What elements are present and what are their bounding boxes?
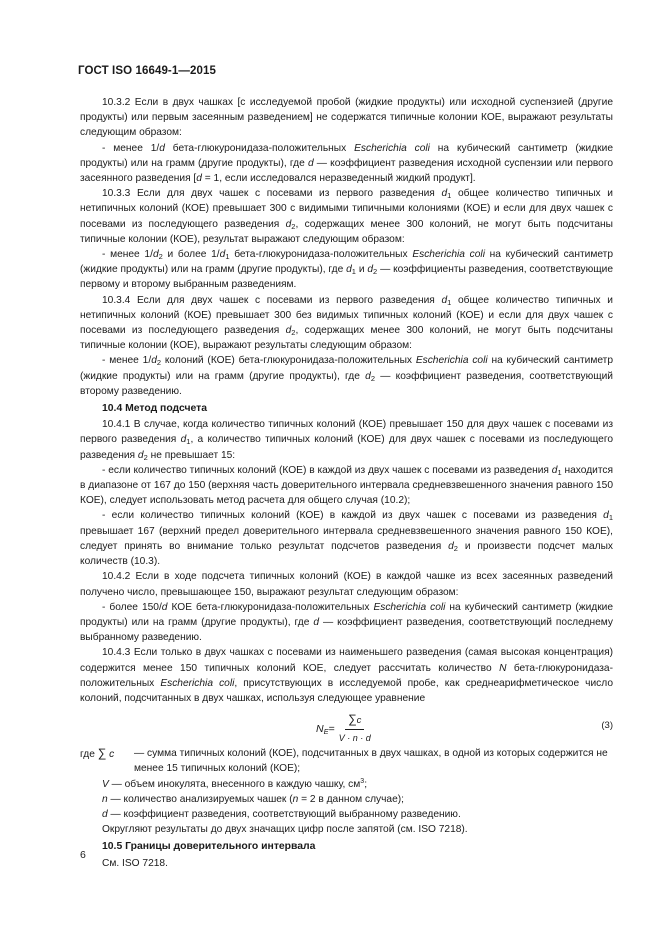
section-heading-10-4: 10.4 Метод подсчета: [102, 403, 208, 415]
clause-10-3-2-item: - менее 1/d бета-глюкуронидаза-положительных Escherichia coli на кубический сантиметр (жидкие продукты) или на грамм (другие продукты), где d — коэффициент разведения исходной суспензии или первого засеянного разведения [d = 1, если исследовался неразведенный жидкий продукт].: [80, 142, 614, 185]
legend-sum-c-text: — сумма типичных колоний (КОЕ), подсчитанных в двух чашках, в одной из которых содержится не менее 15 типичных колоний (КОЕ);: [134, 748, 608, 775]
clause-10-4-3: 10.4.3 Если только в двух чашках с посевами из наименьшего разведения (самая высокая концентрация) содержится менее 150 типичных колоний КОЕ, следует рассчитать количество N бета-глюкуронидаза-положительных Escherichia coli, присутствующих в исследуемой пробе, как среднеарифметическое число колоний, подсчитанных в двух чашках, используя следующее уравнение: [80, 647, 613, 704]
equation-fraction: [339, 712, 371, 746]
legend-d: d — коэффициент разведения, соответствующий выбранному разведению.: [102, 808, 461, 820]
clause-10-3-2: 10.3.2 Если в двух чашках [с исследуемой пробой (жидкие продукты) или исходной суспензией (другие продукты) или первым засеянным разведением] не содержатся типичные колонии КОЕ, выражают результаты следующим образом:: [80, 97, 613, 139]
clause-10-4-1: 10.4.1 В случае, когда количество типичных колоний (КОЕ) превышает 150 для двух чашек с посевами из первого разведения $d_1$, а количество типичных колоний (КОЕ) для двух чашек с посевами из последующего разведения $d_2$ не превышает 15:: [80, 419, 613, 462]
clause-10-5-text: См. ISO 7218.: [102, 857, 168, 869]
legend-sum-c-label: где ∑ c: [80, 746, 115, 761]
legend-n: n — количество анализируемых чашек (n = 2 в данном случае);: [102, 793, 404, 805]
clause-10-4-1-item-a: - если количество типичных колоний (КОЕ) в каждой из двух чашек с посевами из разведения $d_1$ находится в диапазоне от 167 до 150 (верхняя часть доверительного интервала средневзвешенного значения равного 150 КОЕ), следует использовать метод расчета для общего случая (10.2);: [80, 464, 613, 507]
clause-10-4-2-item: - более 150/d КОЕ бета-глюкуронидаза-положительных Escherichia coli на кубический сантиметр (жидкие продукты) или на грамм (другие продукты), где d — коэффициент разведения, соответствующий последнему выбранному разведению.: [80, 601, 614, 644]
equation-3: [80, 710, 613, 744]
equation-lhs: $N_E$: [316, 722, 329, 736]
page-content: [80, 95, 613, 871]
page-number: 6: [80, 849, 86, 861]
equation-number: (3): [601, 720, 613, 732]
section-heading-10-5: 10.5 Границы доверительного интервала: [102, 841, 316, 853]
clause-10-3-4: 10.3.4 Если для двух чашек с посевами из первого разведения $d_1$ общее количество типичных и нетипичных колоний (КОЕ) превышает 300 без видимых типичных колоний (КОЕ) и если для двух чашек с посевами из последующего разведения $d_2$, содержащих менее 300 колоний, не могут быть подсчитаны типичные колонии (КОЕ), выражают результаты следующим образом:: [80, 294, 613, 352]
equation-denominator: V · n · d: [338, 733, 371, 744]
equation-numerator: ∑c: [345, 712, 364, 730]
clause-10-3-3: 10.3.3 Если для двух чашек с посевами из первого разведения $d_1$ общее количество типичных и нетипичных колоний (КОЕ) превышает 300 с видимыми типичными колониями (КОЕ) и если для двух чашек с посевами из последующего разведения $d_2$, содержащих менее 300 колоний, не могут быть подсчитаны типичные колонии (КОЕ), результат выражают следующим образом:: [80, 188, 613, 245]
clause-10-3-3-item: - менее $1/d_2$ и более $1/d_1$ бета-глюкуронидаза-положительных Escherichia coli на кубический сантиметр (жидкие продукты) или на грамм (другие продукты), где $d_1$ и $d_2$ — коэффициенты разведения, соответствующие первому и второму выбранным разведениям.: [80, 249, 613, 291]
standard-header: ГОСТ ISO 16649-1—2015: [78, 65, 216, 77]
clause-10-4-1-item-b: - если количество типичных колоний (КОЕ) в каждой из двух чашек с посевами из разведения $d_1$ превышает 167 (верхний предел доверительного интервала средневзвешенного значения равного 150 КОЕ), следует принять во внимание только результат подсчетов разведения $d_2$ и произвести подсчет малых количеств (10.3).: [80, 510, 613, 568]
clause-10-3-4-item: - менее $1/d_2$ колоний (КОЕ) бета-глюкуронидаза-положительных Escherichia coli на кубический сантиметр (жидкие продукты) или на грамм (другие продукты), где $d_2$ — коэффициент разведения, соответствующий второму разведению.: [80, 355, 614, 397]
clause-10-4-2: 10.4.2 Если в ходе подсчета типичных колоний (КОЕ) в каждой чашке из всех засеянных разведений получено число, превышающее 150, выражают результат следующим образом:: [80, 571, 613, 598]
rounding-note: Округляют результаты до двух значащих цифр после запятой (см. ISO 7218).: [102, 824, 468, 836]
legend-v: V — объем инокулята, внесенного в каждую чашку, $см^3$;: [102, 777, 368, 790]
equation-body: [316, 712, 371, 746]
equation-equals: =: [328, 722, 335, 735]
formula-legend: [80, 746, 613, 776]
